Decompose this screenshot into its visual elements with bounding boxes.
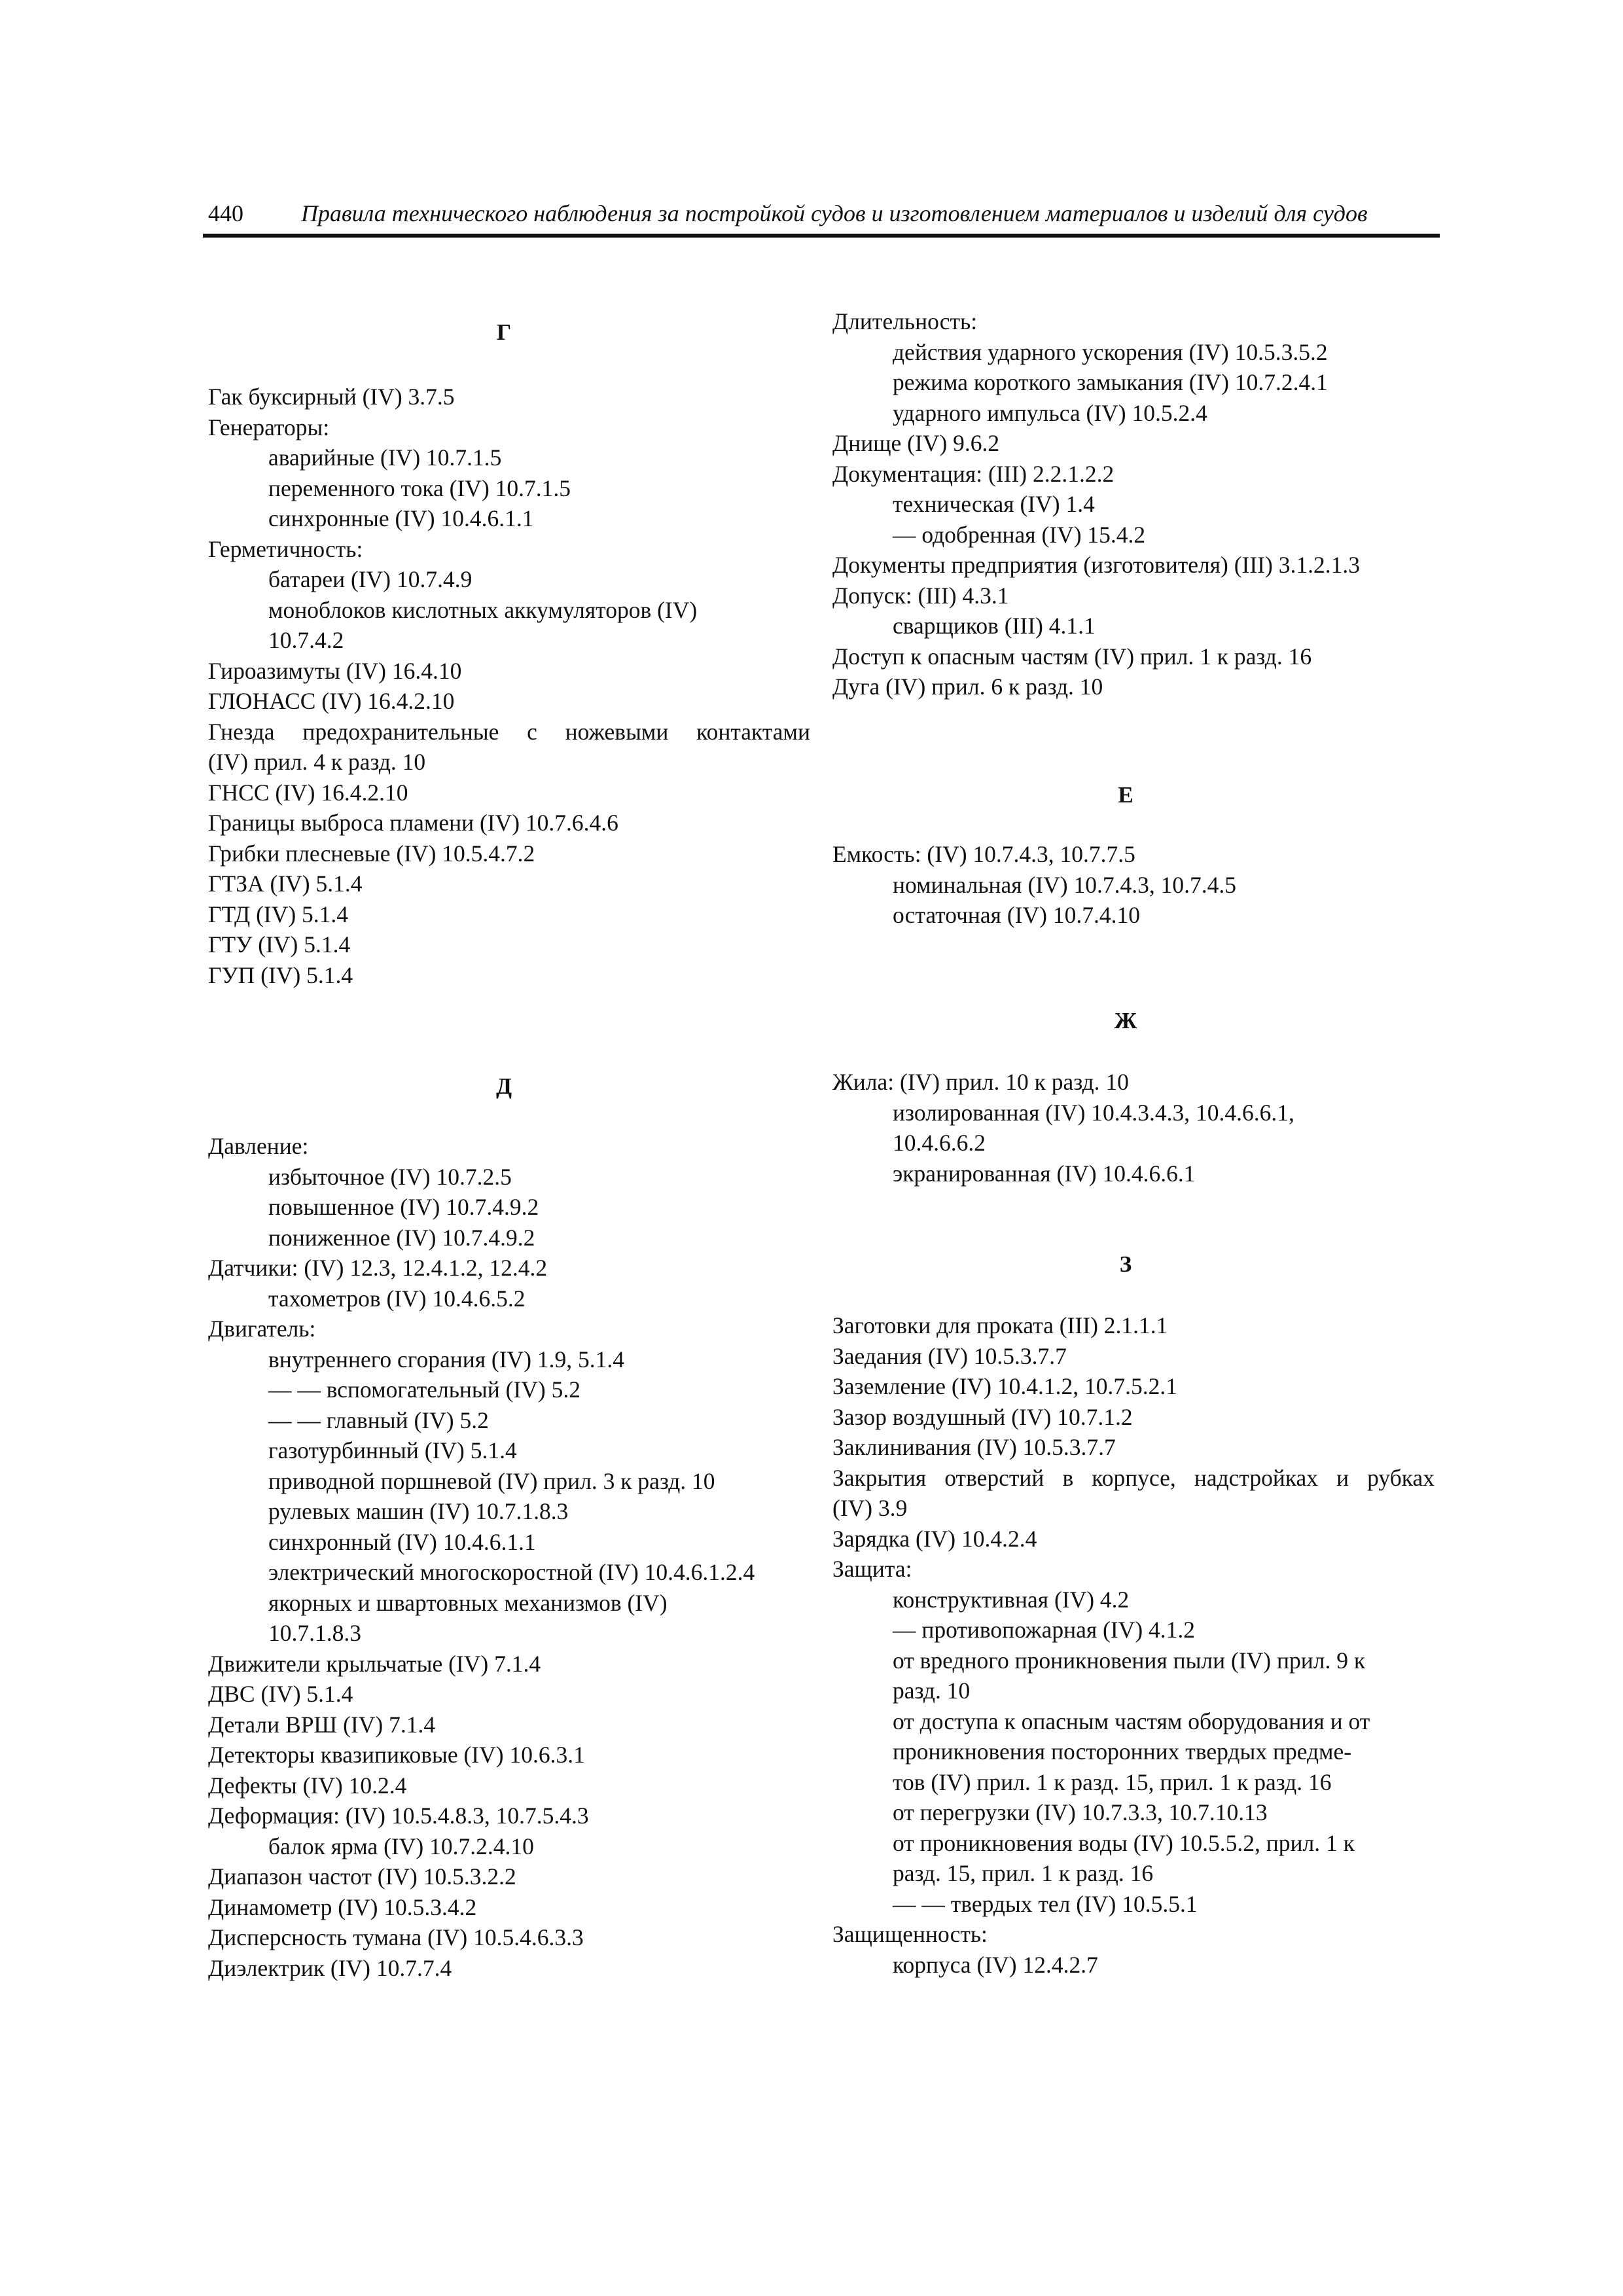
index-entry: Закрытия отверстий в корпусе, надстройках и рубках bbox=[832, 1464, 1435, 1491]
index-entry: Диэлектрик (IV) 10.7.7.4 bbox=[208, 1954, 452, 1981]
index-entry: Двигатель: bbox=[208, 1316, 316, 1342]
page-header bbox=[203, 200, 1440, 238]
index-subentry: синхронные (IV) 10.4.6.1.1 bbox=[268, 505, 534, 531]
index-entry: Документация: (III) 2.2.1.2.2 bbox=[832, 460, 1115, 487]
index-subentry: ударного импульса (IV) 10.5.2.4 bbox=[893, 399, 1207, 426]
index-subentry: тахометров (IV) 10.4.6.5.2 bbox=[268, 1285, 526, 1312]
index-entry: Детали ВРШ (IV) 7.1.4 bbox=[208, 1711, 436, 1738]
running-title: Правила технического наблюдения за постройкой судов и изготовлением материалов и изделий для судов bbox=[301, 200, 1368, 226]
index-subentry: избыточное (IV) 10.7.2.5 bbox=[268, 1163, 512, 1190]
index-subentry: от доступа к опасным частям оборудования и от bbox=[893, 1708, 1370, 1734]
index-subentry: конструктивная (IV) 4.2 bbox=[893, 1586, 1130, 1613]
index-entry: Защищенность: bbox=[832, 1921, 988, 1947]
index-entry: ГТУ (IV) 5.1.4 bbox=[208, 931, 351, 958]
index-entry: ГНСС (IV) 16.4.2.10 bbox=[208, 779, 408, 806]
index-subentry: действия ударного ускорения (IV) 10.5.3.5.2 bbox=[893, 338, 1328, 365]
index-entry: Заготовки для проката (III) 2.1.1.1 bbox=[832, 1312, 1168, 1338]
index-block-zh bbox=[832, 1067, 1435, 1189]
index-subentry: 10.7.4.2 bbox=[268, 627, 344, 653]
index-subentry: электрический многоскоростной (IV) 10.4.6.1.2.4 bbox=[268, 1559, 755, 1585]
index-subentry: внутреннего сгорания (IV) 1.9, 5.1.4 bbox=[268, 1346, 625, 1372]
index-entry: Заземление (IV) 10.4.1.2, 10.7.5.2.1 bbox=[832, 1373, 1177, 1399]
index-entry: Деформация: (IV) 10.5.4.8.3, 10.7.5.4.3 bbox=[208, 1803, 589, 1829]
index-block-d-continued bbox=[832, 306, 1435, 702]
index-subentry: 10.7.1.8.3 bbox=[268, 1620, 361, 1646]
index-entry: Границы выброса пламени (IV) 10.7.6.4.6 bbox=[208, 810, 618, 836]
section-letter-g: Г bbox=[496, 319, 512, 345]
index-subentry: повышенное (IV) 10.7.4.9.2 bbox=[268, 1194, 539, 1220]
section-letter-z: З bbox=[1119, 1251, 1132, 1277]
index-subentry: номинальная (IV) 10.7.4.3, 10.7.4.5 bbox=[893, 871, 1236, 898]
index-entry: Давление: bbox=[208, 1133, 309, 1159]
index-subentry: рулевых машин (IV) 10.7.1.8.3 bbox=[268, 1498, 569, 1524]
index-entry: Зазор воздушный (IV) 10.7.1.2 bbox=[832, 1403, 1133, 1430]
index-entry: ДВС (IV) 5.1.4 bbox=[208, 1681, 353, 1707]
index-entry: Движители крыльчатые (IV) 7.1.4 bbox=[208, 1650, 541, 1677]
index-entry: ГЛОНАСС (IV) 16.4.2.10 bbox=[208, 688, 455, 714]
index-subentry: техническая (IV) 1.4 bbox=[893, 491, 1095, 517]
index-subentry: разд. 10 bbox=[893, 1677, 971, 1704]
index-block-g bbox=[208, 382, 810, 990]
index-entry: Длительность: bbox=[832, 308, 978, 334]
index-subentry: синхронный (IV) 10.4.6.1.1 bbox=[268, 1528, 536, 1555]
index-entry: ГТД (IV) 5.1.4 bbox=[208, 901, 349, 927]
index-subentry: экранированная (IV) 10.4.6.6.1 bbox=[893, 1160, 1196, 1187]
index-entry: Гироазимуты (IV) 16.4.10 bbox=[208, 657, 462, 684]
index-subentry: якорных и швартовных механизмов (IV) bbox=[268, 1589, 668, 1616]
index-subentry: сварщиков (III) 4.1.1 bbox=[893, 613, 1096, 639]
index-entry: Защита: bbox=[832, 1556, 912, 1582]
index-entry: Генераторы: bbox=[208, 414, 330, 440]
index-subentry: аварийные (IV) 10.7.1.5 bbox=[268, 444, 502, 471]
section-letter-d: Д bbox=[495, 1073, 512, 1099]
index-entry: Диапазон частот (IV) 10.5.3.2.2 bbox=[208, 1863, 516, 1890]
index-entry: ГТЗА (IV) 5.1.4 bbox=[208, 870, 363, 897]
index-entry: Дуга (IV) прил. 6 к разд. 10 bbox=[832, 673, 1103, 700]
index-subentry: тов (IV) прил. 1 к разд. 15, прил. 1 к разд. 16 bbox=[893, 1768, 1332, 1795]
index-entry: Заедания (IV) 10.5.3.7.7 bbox=[832, 1342, 1067, 1369]
index-entry: (IV) прил. 4 к разд. 10 bbox=[208, 749, 426, 775]
index-entry: Дефекты (IV) 10.2.4 bbox=[208, 1772, 407, 1799]
index-subentry: от перегрузки (IV) 10.7.3.3, 10.7.10.13 bbox=[893, 1799, 1268, 1825]
index-subentry: пониженное (IV) 10.7.4.9.2 bbox=[268, 1224, 535, 1251]
index-subentry: — противопожарная (IV) 4.1.2 bbox=[893, 1617, 1196, 1643]
index-subentry: изолированная (IV) 10.4.3.4.3, 10.4.6.6.1, bbox=[893, 1099, 1294, 1126]
index-entry: Дисперсность тумана (IV) 10.5.4.6.3.3 bbox=[208, 1924, 584, 1950]
index-subentry: 10.4.6.6.2 bbox=[893, 1130, 986, 1156]
index-block-d bbox=[208, 1131, 810, 1983]
index-block-e bbox=[832, 839, 1435, 931]
section-letter-zh: Ж bbox=[1114, 1008, 1137, 1033]
index-subentry: — — твердых тел (IV) 10.5.5.1 bbox=[893, 1890, 1198, 1917]
index-subentry: балок ярма (IV) 10.7.2.4.10 bbox=[268, 1833, 534, 1859]
index-entry: Гнезда предохранительные с ножевыми контактами bbox=[208, 718, 810, 745]
index-subentry: — одобренная (IV) 15.4.2 bbox=[893, 521, 1146, 548]
index-subentry: режима короткого замыкания (IV) 10.7.2.4.1 bbox=[893, 369, 1328, 395]
index-subentry: остаточная (IV) 10.7.4.10 bbox=[893, 902, 1140, 928]
page-number: 440 bbox=[208, 200, 243, 226]
index-entry: Заклинивания (IV) 10.5.3.7.7 bbox=[832, 1434, 1116, 1460]
index-subentry: проникновения посторонних твердых предме- bbox=[893, 1738, 1352, 1765]
index-subentry: — — главный (IV) 5.2 bbox=[268, 1407, 489, 1433]
index-entry: Допуск: (III) 4.3.1 bbox=[832, 582, 1009, 609]
index-subentry: от вредного проникновения пыли (IV) прил. 9 к bbox=[893, 1647, 1366, 1674]
index-entry: Герметичность: bbox=[208, 535, 363, 562]
index-entry: Емкость: (IV) 10.7.4.3, 10.7.7.5 bbox=[832, 841, 1135, 867]
index-subentry: батареи (IV) 10.7.4.9 bbox=[268, 566, 473, 592]
index-subentry: — — вспомогательный (IV) 5.2 bbox=[268, 1376, 580, 1403]
index-entry: Детекторы квазипиковые (IV) 10.6.3.1 bbox=[208, 1742, 585, 1768]
index-entry: Грибки плесневые (IV) 10.5.4.7.2 bbox=[208, 840, 535, 867]
index-subentry: переменного тока (IV) 10.7.1.5 bbox=[268, 475, 571, 501]
index-subentry: разд. 15, прил. 1 к разд. 16 bbox=[893, 1860, 1154, 1886]
index-entry: Жила: (IV) прил. 10 к разд. 10 bbox=[832, 1069, 1129, 1095]
index-subentry: от проникновения воды (IV) 10.5.5.2, прил. 1 к bbox=[893, 1829, 1355, 1856]
index-entry: Динамометр (IV) 10.5.3.4.2 bbox=[208, 1893, 477, 1920]
index-entry: Доступ к опасным частям (IV) прил. 1 к разд. 16 bbox=[832, 643, 1312, 670]
index-subentry: приводной поршневой (IV) прил. 3 к разд. 10 bbox=[268, 1467, 715, 1494]
index-block-z bbox=[832, 1310, 1435, 1980]
index-subentry: газотурбинный (IV) 5.1.4 bbox=[268, 1437, 517, 1463]
index-entry: Днище (IV) 9.6.2 bbox=[832, 430, 1000, 456]
index-entry: Гак буксирный (IV) 3.7.5 bbox=[208, 384, 455, 410]
index-entry: ГУП (IV) 5.1.4 bbox=[208, 961, 353, 988]
index-subentry: моноблоков кислотных аккумуляторов (IV) bbox=[268, 596, 698, 623]
section-letter-e: Е bbox=[1118, 782, 1133, 808]
index-subentry: корпуса (IV) 12.4.2.7 bbox=[893, 1951, 1098, 1978]
index-entry: (IV) 3.9 bbox=[832, 1495, 908, 1521]
index-entry: Зарядка (IV) 10.4.2.4 bbox=[832, 1525, 1037, 1552]
index-entry: Датчики: (IV) 12.3, 12.4.1.2, 12.4.2 bbox=[208, 1255, 548, 1281]
index-entry: Документы предприятия (изготовителя) (III) 3.1.2.1.3 bbox=[832, 552, 1360, 578]
